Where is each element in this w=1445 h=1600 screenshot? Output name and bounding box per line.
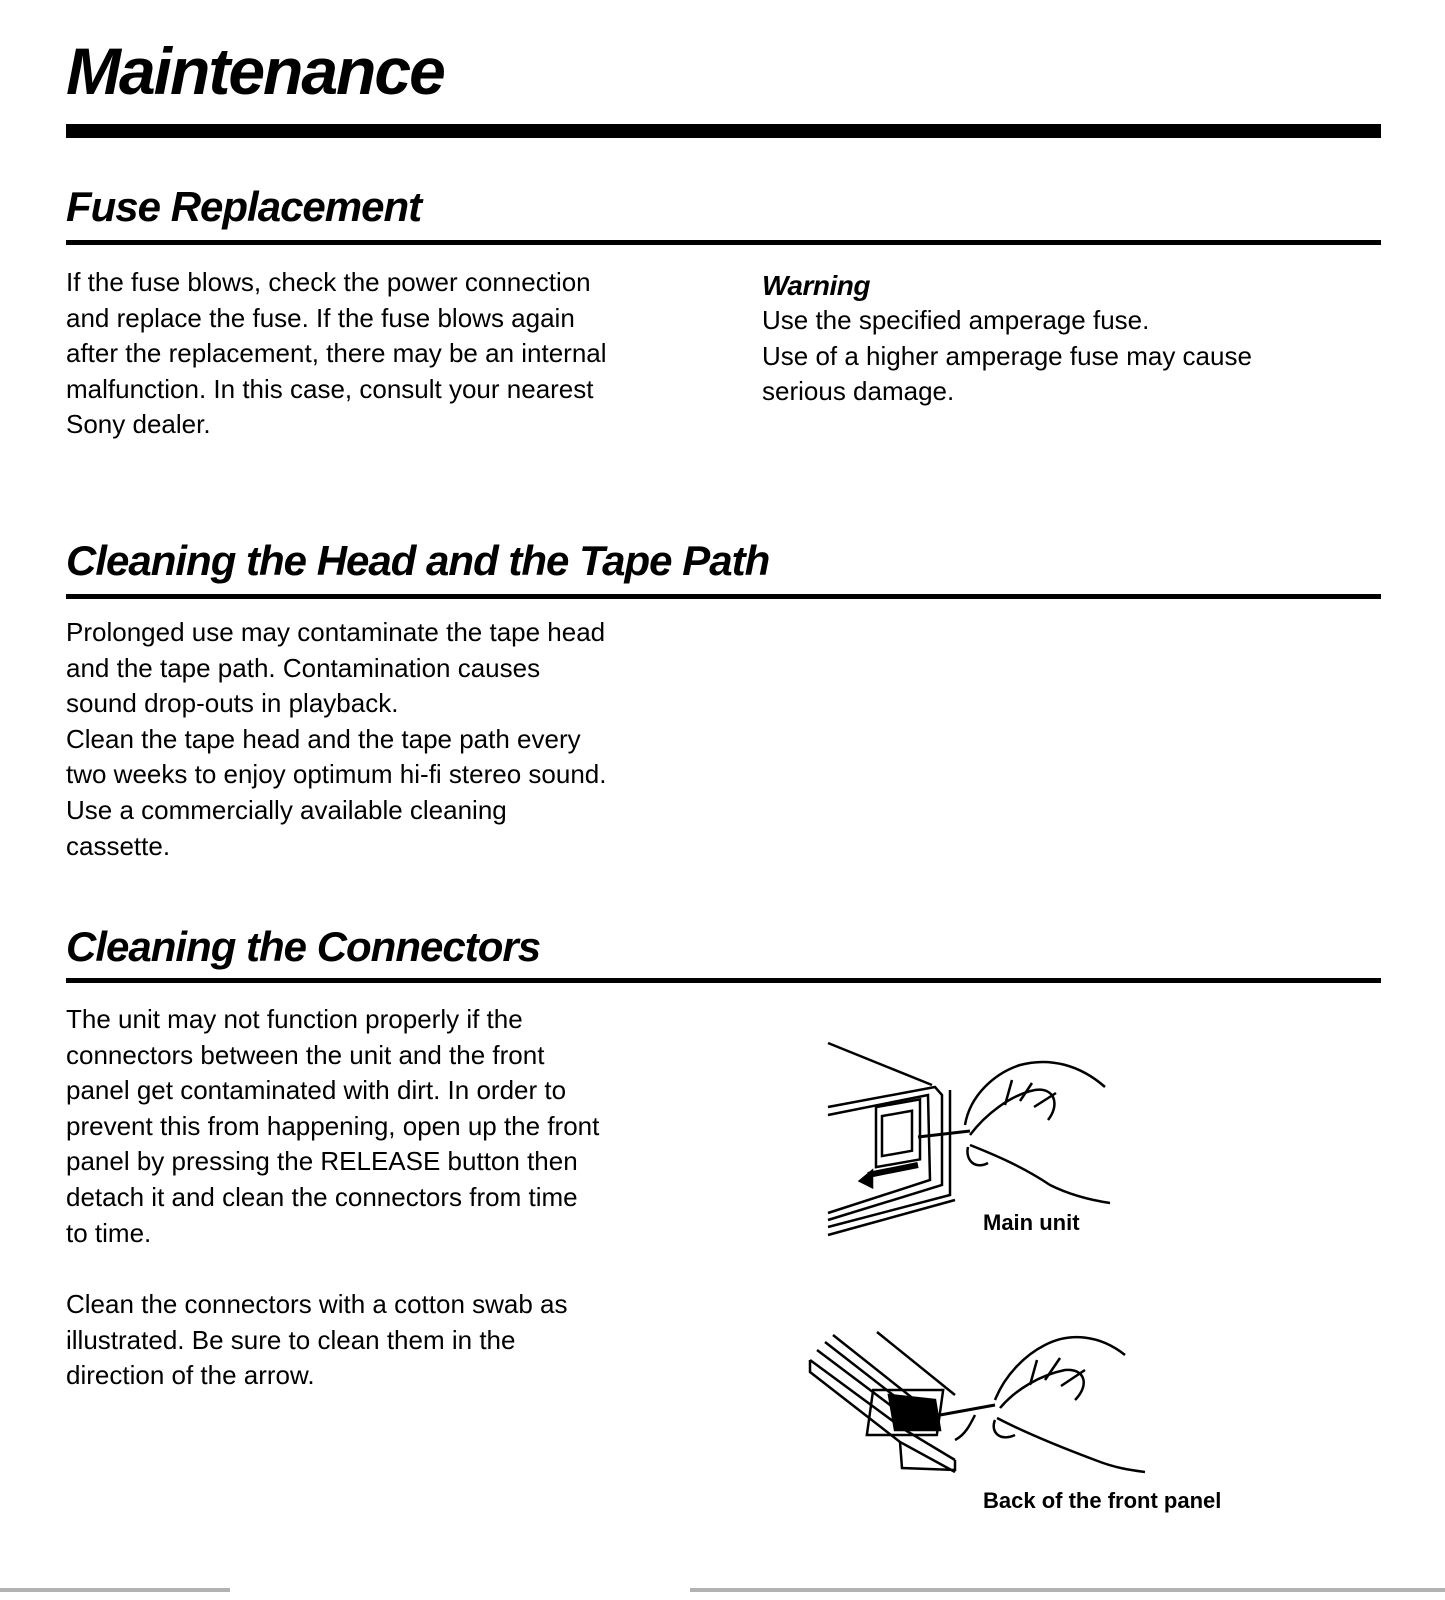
caption-main-unit: Main unit — [983, 1210, 1080, 1235]
fuse-heading: Fuse Replacement — [66, 183, 422, 230]
head-heading: Cleaning the Head and the Tape Path — [66, 537, 770, 584]
footer-artifact-left — [0, 1588, 230, 1592]
head-body: Prolonged use may contaminate the tape head and the tape path. Contamination causes sound drop-outs in playback. Clean the tape head and the tape path every two weeks to enjoy optimum hi-fi stereo sound. Use a commercially available cleaning cassette. — [66, 617, 607, 861]
footer-artifact-right — [690, 1588, 1445, 1592]
connectors-body-1: The unit may not function properly if the connectors between the unit and the front panel get contaminated with dirt. In order to prevent this from happening, open up the front panel by pressing the RELEASE button then detach it and clean the connectors from time to time. — [66, 1004, 600, 1248]
front-panel-illustration — [805, 1320, 1165, 1490]
connectors-heading: Cleaning the Connectors — [66, 923, 541, 970]
fuse-rule — [66, 240, 1381, 245]
connectors-body-2: Clean the connectors with a cotton swab as illustrated. Be sure to clean them in the direction of the arrow. — [66, 1289, 568, 1391]
warning-body: Use the specified amperage fuse. Use of a higher amperage fuse may cause serious damage. — [762, 305, 1252, 407]
connectors-rule — [66, 978, 1381, 983]
main-unit-illustration — [820, 1035, 1130, 1255]
page-title: Maintenance — [66, 34, 444, 108]
caption-back-of-front-panel: Back of the front panel — [983, 1488, 1222, 1513]
warning-heading: Warning — [762, 270, 870, 301]
head-rule — [66, 594, 1381, 599]
fuse-body: If the fuse blows, check the power connection and replace the fuse. If the fuse blows again after the replacement, there may be an internal malfunction. In this case, consult your nearest Sony dealer. — [66, 267, 607, 440]
title-rule — [66, 124, 1381, 138]
